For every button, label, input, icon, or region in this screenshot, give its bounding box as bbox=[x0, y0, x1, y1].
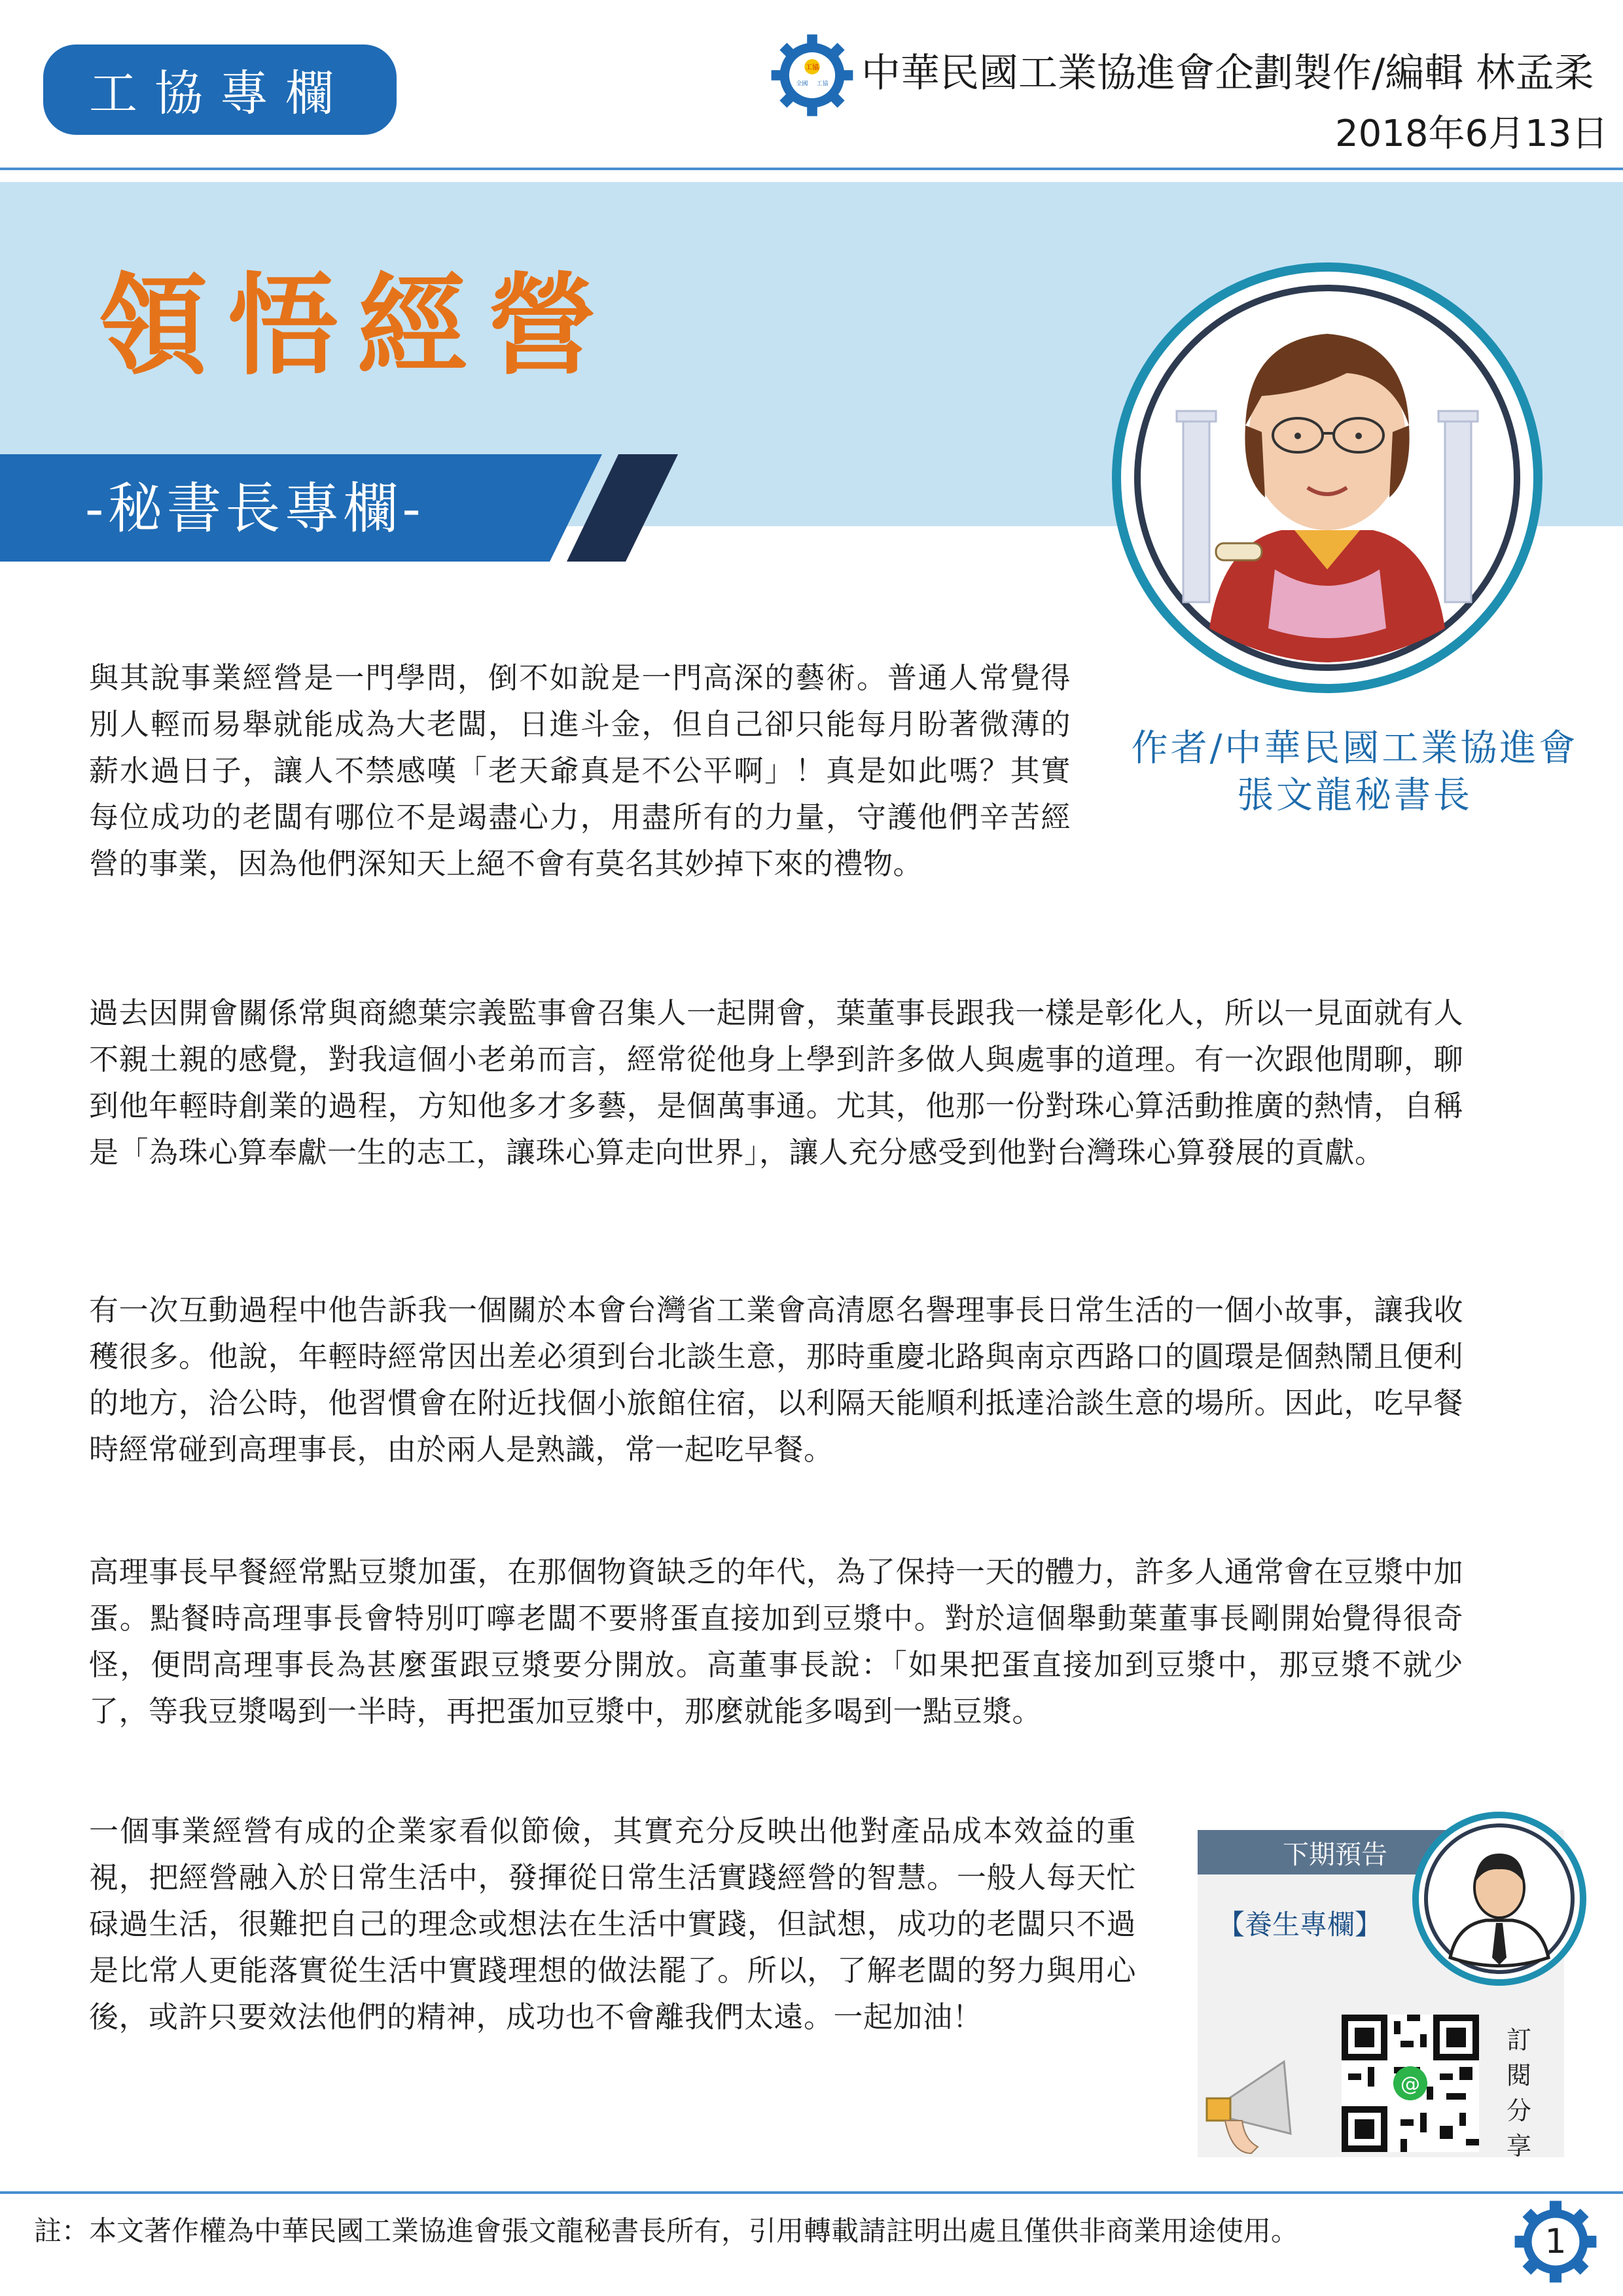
org-gear-logo-icon bbox=[770, 33, 855, 118]
header-divider bbox=[0, 168, 1623, 170]
megaphone-icon bbox=[1199, 2042, 1304, 2160]
copyright-note: 註：本文著作權為中華民國工業協進會張文龍秘書長所有，引用轉載請註明出處且僅供非商業用途使用。 bbox=[34, 2215, 1299, 2247]
logo-text-top: 工協 bbox=[805, 63, 819, 71]
author-caption bbox=[1113, 725, 1597, 819]
author-caption-line-2: 張文龍秘書長 bbox=[1237, 774, 1472, 817]
body-paragraph: 一個事業經營有成的企業家看似節儉，其實充分反映出他對產品成本效益的重視，把經營融入於日常生活中，發揮從日常生活實踐經營的智慧。一般人每天忙碌過生活，很難把自己的理念或想法在生活中實踐，但試想，成功的老闆只不過是比常人更能落實從生活中實踐理想的做法罷了。所以，了解老闆的努力與用心後，或許只要效法他們的精神，成功也不會離我們太遠。一起加油！ bbox=[89, 1814, 1136, 2034]
page-number: 1 bbox=[1544, 2222, 1567, 2261]
body-paragraph: 有一次互動過程中他告訴我一個關於本會台灣省工業會高清愿名譽理事長日常生活的一個小故事，讓我收穫很多。他說，年輕時經常因出差必須到台北談生意，那時重慶北路與南京西路口的圓環是個熱鬧且便利的地方，洽公時，他習慣會在附近找個小旅館住宿，以利隔天能順利抵達洽談生意的場所。因此，吃早餐時經常碰到高理事長，由於兩人是熟識，常一起吃早餐。 bbox=[89, 1293, 1463, 1467]
qr-code-icon[interactable] bbox=[1342, 2015, 1479, 2152]
body-paragraph: 高理事長早餐經常點豆漿加蛋，在那個物資缺乏的年代，為了保持一天的體力，許多人通常會在豆漿中加蛋。點餐時高理事長會特別叮嚀老闆不要將蛋直接加到豆漿中。對於這個舉動葉董事長剛開始覺得很奇怪，便問高理事長為甚麼蛋跟豆漿要分開放。高董事長說：「如果把蛋直接加到豆漿中，那豆漿不就少了，等我豆漿喝到一半時，再把蛋加豆漿中，那麼就能多喝到一點豆漿。 bbox=[89, 1554, 1463, 1729]
body-paragraph: 過去因開會關係常與商總葉宗義監事會召集人一起開會，葉董事長跟我一樣是彰化人，所以一見面就有人不親土親的感覺，對我這個小老弟而言，經常從他身上學到許多做人與處事的道理。有一次跟他閒聊，聊到他年輕時創業的過程，方知他多才多藝，是個萬事通。尤其，他那一份對珠心算活動推廣的熱情，自稱是「為珠心算奉獻一生的志工，讓珠心算走向世界」，讓人充分感受到他對台灣珠心算發展的貢獻。 bbox=[89, 996, 1463, 1170]
next-issue-topic: 【養生專欄】 bbox=[1217, 1909, 1383, 1941]
logo-text-left: 全國 bbox=[796, 81, 808, 88]
author-caricature-portrait bbox=[1111, 262, 1543, 694]
next-issue-header: 下期預告 bbox=[1198, 1830, 1472, 1874]
subscribe-share-label: 訂閱分享 bbox=[1506, 2026, 1531, 2161]
article-subtitle: -秘書長專欄- bbox=[85, 476, 425, 541]
publication-date: 2018年6月13日 bbox=[1335, 113, 1609, 155]
column-badge: 工協專欄 bbox=[43, 45, 397, 135]
body-paragraph: 與其說事業經營是一門學問，倒不如說是一門高深的藝術。普通人常覺得別人輕而易舉就能成為大老闆，日進斗金，但自己卻只能每月盼著微薄的薪水過日子，讓人不禁感嘆「老天爺真是不公平啊」！真是如此嗎？其實每位成功的老闆有哪位不是竭盡心力，用盡所有的力量，守護他們辛苦經營的事業，因為他們深知天上絕不會有莫名其妙掉下來的禮物。 bbox=[89, 660, 1071, 881]
author-caption-line-1: 作者/中華民國工業協進會 bbox=[1131, 727, 1578, 770]
logo-text-right: 工協 bbox=[816, 81, 829, 88]
svg-text:@: @ bbox=[1400, 2073, 1420, 2096]
footer-divider bbox=[0, 2191, 1623, 2194]
article-title: 領悟經營 bbox=[98, 260, 616, 390]
org-credit: 中華民國工業協進會企劃製作/編輯 林孟柔 bbox=[861, 50, 1594, 96]
next-author-avatar-icon bbox=[1411, 1810, 1588, 1987]
